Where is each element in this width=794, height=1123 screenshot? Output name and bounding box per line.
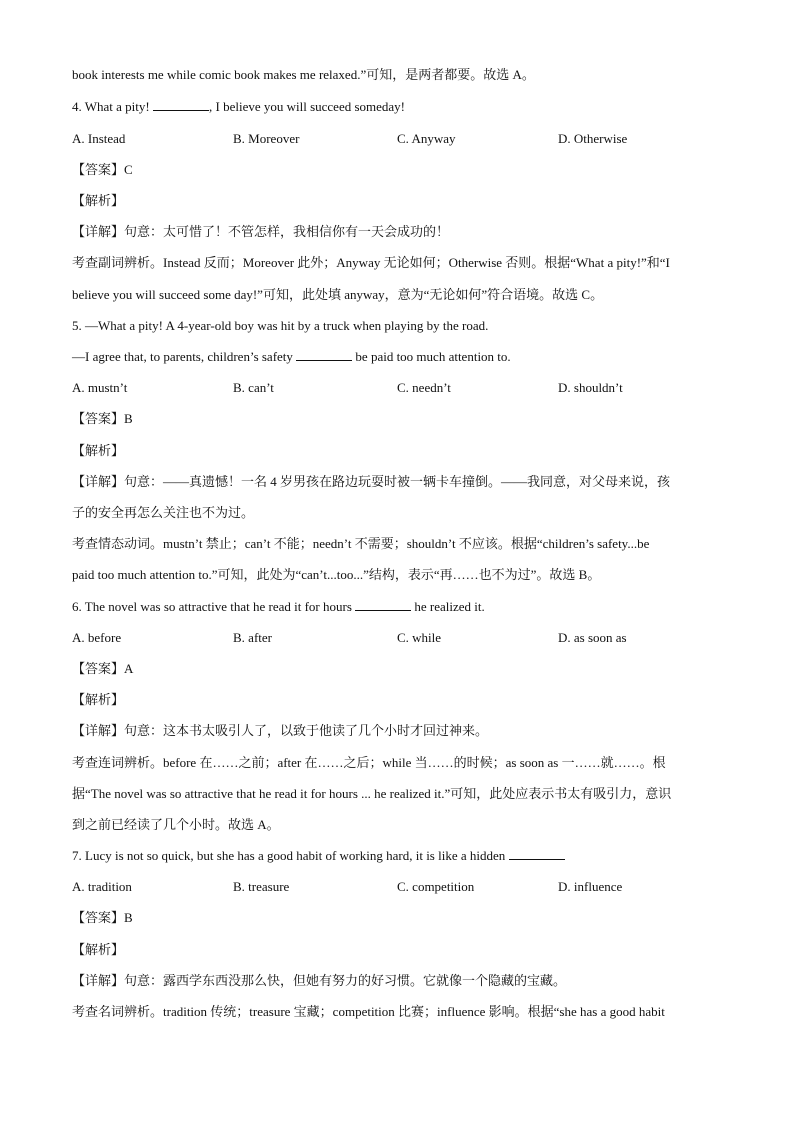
option-a: A. Instead: [72, 131, 126, 146]
question-5-reply: [72, 348, 511, 366]
option-d: D. shouldn’t: [558, 380, 623, 395]
question-7: [72, 847, 565, 865]
option-c: C. competition: [397, 879, 475, 894]
detail-explanation: 子的安全再怎么关注也不为过。: [72, 505, 255, 520]
option-d: D. influence: [558, 879, 623, 894]
option-b: B. after: [233, 630, 272, 645]
answer-blank: [296, 348, 352, 361]
option-b: B. treasure: [233, 879, 290, 894]
analysis-label: 【解析】: [72, 443, 125, 458]
question-text: , I believe you will succeed someday!: [209, 99, 406, 114]
explanation-line: believe you will succeed some day!”可知，此处填 anyway，意为“无论如何”符合语境。故选 C。: [72, 287, 604, 302]
option-c: C. while: [397, 630, 442, 645]
detail-explanation: 【详解】句意：——真遗憾！一名 4 岁男孩在路边玩耍时被一辆卡车撞倒。——我同意，对父母来说，孩: [72, 474, 671, 489]
option-c: C. needn’t: [397, 380, 451, 395]
option-b: B. can’t: [233, 380, 274, 395]
explanation-line: paid too much attention to.”可知，此处为“can’t...too...”结构，表示“再……也不为过”。故选 B。: [72, 567, 601, 582]
answer-label: 【答案】B: [72, 411, 133, 426]
explanation-line: 到之前已经读了几个小时。故选 A。: [72, 817, 280, 832]
answer-label: 【答案】B: [72, 910, 133, 925]
explanation-line: 考查连词辨析。before 在……之前；after 在……之后；while 当……的时候；as soon as 一……就……。根: [72, 755, 666, 770]
explanation-line: 据“The novel was so attractive that he read it for hours ... he realized it.”可知，此处应表示书太有吸引力，意识: [72, 786, 672, 801]
explanation-line: 考查副词辨析。Instead 反而；Moreover 此外；Anyway 无论如何；Otherwise 否则。根据“What a pity!”和“I: [72, 255, 670, 270]
question-5: 5. —What a pity! A 4-year-old boy was hit by a truck when playing by the road.: [72, 318, 489, 333]
answer-label: 【答案】A: [72, 661, 134, 676]
question-6: [72, 598, 485, 616]
answer-blank: [355, 598, 411, 611]
option-d: D. as soon as: [558, 630, 627, 645]
answer-blank: [509, 847, 565, 860]
answer-blank: [153, 98, 209, 111]
explanation-line: 考查名词辨析。tradition 传统；treasure 宝藏；competition 比赛；influence 影响。根据“she has a good habit: [72, 1004, 665, 1019]
analysis-label: 【解析】: [72, 692, 125, 707]
option-a: A. tradition: [72, 879, 132, 894]
question-text: 7. Lucy is not so quick, but she has a good habit of working hard, it is like a hidden: [72, 848, 509, 863]
question-text: 4. What a pity!: [72, 99, 153, 114]
question-4: [72, 98, 405, 116]
option-c: C. Anyway: [397, 131, 456, 146]
detail-explanation: 【详解】句意：太可惜了！不管怎样，我相信你有一天会成功的！: [72, 224, 450, 239]
detail-explanation: 【详解】句意：这本书太吸引人了，以致于他读了几个小时才回过神来。: [72, 723, 489, 738]
option-a: A. before: [72, 630, 122, 645]
question-text: —I agree that, to parents, children’s safety: [72, 349, 297, 364]
analysis-label: 【解析】: [72, 942, 125, 957]
option-d: D. Otherwise: [558, 131, 628, 146]
text-line: book interests me while comic book makes me relaxed.”可知，是两者都要。故选 A。: [72, 67, 535, 82]
analysis-label: 【解析】: [72, 193, 125, 208]
detail-explanation: 【详解】句意：露西学东西没那么快，但她有努力的好习惯。它就像一个隐藏的宝藏。: [72, 973, 567, 988]
question-text: 6. The novel was so attractive that he read it for hours: [72, 599, 356, 614]
answer-label: 【答案】C: [72, 162, 133, 177]
option-a: A. mustn’t: [72, 380, 128, 395]
explanation-line: 考查情态动词。mustn’t 禁止；can’t 不能；needn’t 不需要；shouldn’t 不应该。根据“children’s safety...be: [72, 536, 650, 551]
question-text: he realized it.: [411, 599, 485, 614]
option-b: B. Moreover: [233, 131, 300, 146]
question-text: be paid too much attention to.: [352, 349, 511, 364]
